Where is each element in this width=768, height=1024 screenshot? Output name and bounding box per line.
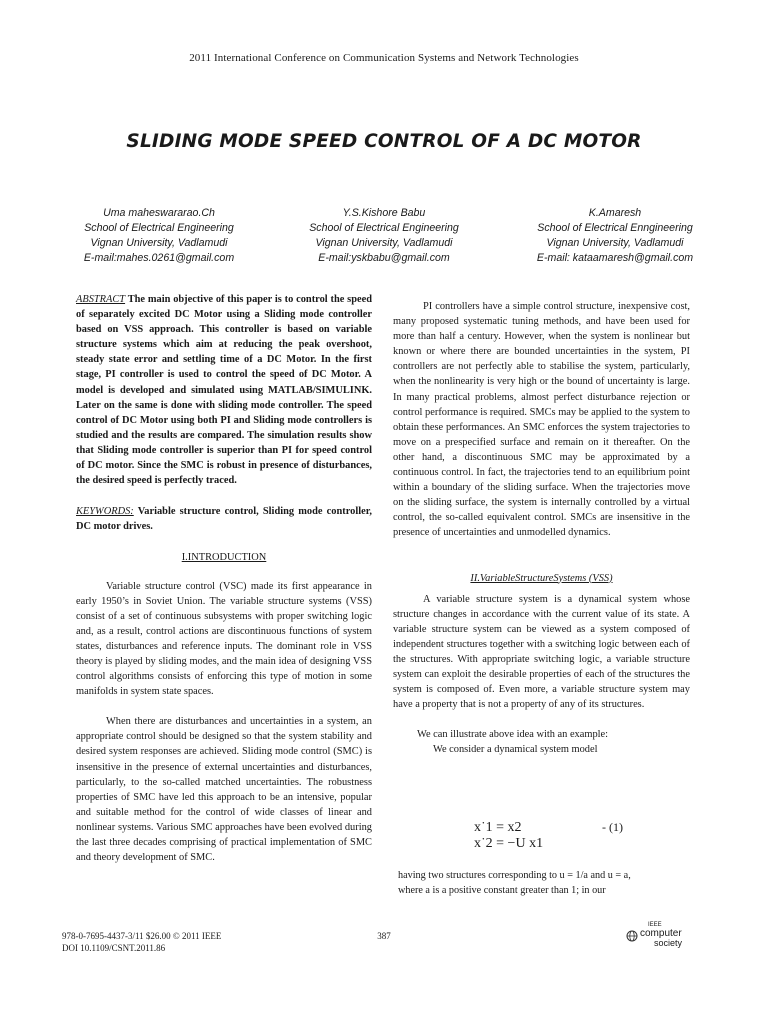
equation-line-1: x˙1 = x2 (474, 820, 522, 835)
author-name: Y.S.Kishore Babu (342, 207, 426, 219)
intro-paragraph-1: Variable structure control (VSC) made its first appearance in early 1950’s in Soviet Union. The variable structure systems (VSS) consist of a set of continuous subsystems with proper switching logic and, as a result, control actions are discontinuous functions of system states, disturbances and reference inputs. The dominant role in VSS theory is played by sliding modes, and the main idea of designing VSS control algorithms consists of enforcing this type of motion in some manifolds in system state spaces. (76, 580, 372, 698)
section-heading-introduction: I.INTRODUCTION (181, 552, 267, 564)
author-block-2 (279, 206, 489, 266)
intro-paragraph-2: When there are disturbances and uncertainties in a system, an appropriate control should be designed so that the system stability and desired system responses are achieved. Sliding mode control (SMC) is insensitive in the presence of external uncertainties and disturbances, particularly, to the so-called matched uncertainties. The robustness properties of SMC have led this approach to be an intensive, popular and suitable method for the control of wide classes of linear and nonlinear systems. Various SMC approaches have been evolved during the last three decades comprising of practical implementation of SMC and theory development of SMC. (76, 716, 372, 864)
pi-paragraph: PI controllers have a simple control structure, inexpensive cost, many proposed systematic tuning methods, and have been used for more than half a century. However, when the system is nonlinear but known or where there are bounded uncertainties in the system, PI controllers are not perfectly able to stabilise the system, particularly, when the nonlinearity is very high or the bound of uncertainty is large. In many practical problems, almost perfect disturbance rejection or control performance is required. SMCs may be applied to the system to obtain these performances. An SMC enforces the system trajectories to move on a prespecified surface and remain on it thereafter. On the other hand, a discontinuous SMC may be approximated by a continuous control. In fact, the trajectories tend to an equilibrium point within a boundary of the sliding surface. When the trajectories move on the sliding surface, the system is internally controlled by a virtual control, the so-called equivalent control. SMCs are insensitive in the presence of uncertainties and unmodelled dynamics. (393, 301, 690, 539)
page-number: 387 (377, 931, 391, 941)
after-equation-line-1: having two structures corresponding to u = 1/a and u = a, (398, 870, 631, 881)
keywords-text: Variable structure control, Sliding mode controller, DC motor drives. (76, 506, 372, 533)
left-column (76, 292, 372, 865)
keywords-label: KEYWORDS: (76, 506, 134, 518)
abstract (76, 292, 372, 488)
author-name: Uma maheswararao.Ch (103, 207, 215, 219)
author-dept: School of Electrical Engineering (309, 222, 459, 234)
example-line-1: We can illustrate above idea with an example: (417, 729, 609, 741)
example-line-2: We consider a dynamical system model (433, 744, 598, 756)
paper-title: SLIDING MODE SPEED CONTROL OF A DC MOTOR (126, 131, 642, 152)
author-block-3 (510, 206, 720, 266)
logo-computer: computer (640, 928, 682, 939)
author-email: E-mail: kataamaresh@gmail.com (536, 252, 694, 264)
author-email: E-mail:yskbabu@gmail.com (318, 252, 450, 264)
vss-paragraph: A variable structure system is a dynamical system whose structure changes in accordance with the current value of its state. A variable structure system can be viewed as a system composed of independent structures together with a switching logic between each of the structures. With appropriate switching logic, a variable structure system can exploit the desirable properties of each of the structures the system is composed of. Even more, a variable structure system may have a property that is not a property of any of its structures. (393, 593, 690, 711)
right-column (393, 299, 690, 758)
computer-society-logo (626, 922, 696, 952)
after-equation-line-2: where a is a positive constant greater than 1; in our (398, 885, 606, 897)
author-email: E-mail:mahes.0261@gmail.com (83, 252, 235, 264)
logo-ieee: IEEE (648, 922, 662, 928)
author-dept: School of Electrical Engineering (84, 222, 234, 234)
footer-doi: DOI 10.1109/CSNT.2011.86 (62, 943, 166, 953)
logo-society: society (654, 938, 683, 948)
author-dept: School of Electrical Enngineering (537, 222, 693, 234)
conference-header: 2011 International Conference on Communication Systems and Network Technologies (189, 52, 579, 64)
equation-1 (474, 820, 543, 852)
keywords (76, 504, 372, 534)
abstract-text: The main objective of this paper is to control the speed of separately excited DC Motor using a Sliding mode controller based on VSS approach. This controller is based on variable structure systems which aim at reducing the peak overshoot, steady state error and settling time of a DC Motor. In the first stage, PI controller is used to control the speed of DC Motor. A model is developed and simulated using MATLAB/SIMULINK. Later on the same is done with sliding mode controller. The speed control of DC Motor using both PI and Sliding mode controllers is studied and the results are compared. The simulation results show that Sliding mode controller is superior than PI for speed control of DC motor. Since the SMC is robust in presence of disturbances, the desired speed is perfectly traced. (76, 294, 372, 487)
globe-icon (626, 930, 638, 942)
author-block-1 (54, 206, 264, 266)
footer-isbn: 978-0-7695-4437-3/11 $26.00 © 2011 IEEE (62, 931, 222, 941)
section-heading-vss: II.VariableStructureSystems (VSS) (470, 572, 613, 584)
author-univ: Vignan University, Vadlamudi (90, 237, 228, 249)
abstract-label: ABSTRACT (76, 294, 126, 305)
author-univ: Vignan University, Vadlamudi (315, 237, 453, 249)
after-equation-text (398, 868, 698, 898)
author-name: K.Amaresh (588, 207, 642, 219)
equation-number: - (1) (602, 820, 623, 834)
author-univ: Vignan University, Vadlamudi (546, 237, 684, 249)
equation-line-2: x˙2 = −U x1 (474, 836, 544, 851)
